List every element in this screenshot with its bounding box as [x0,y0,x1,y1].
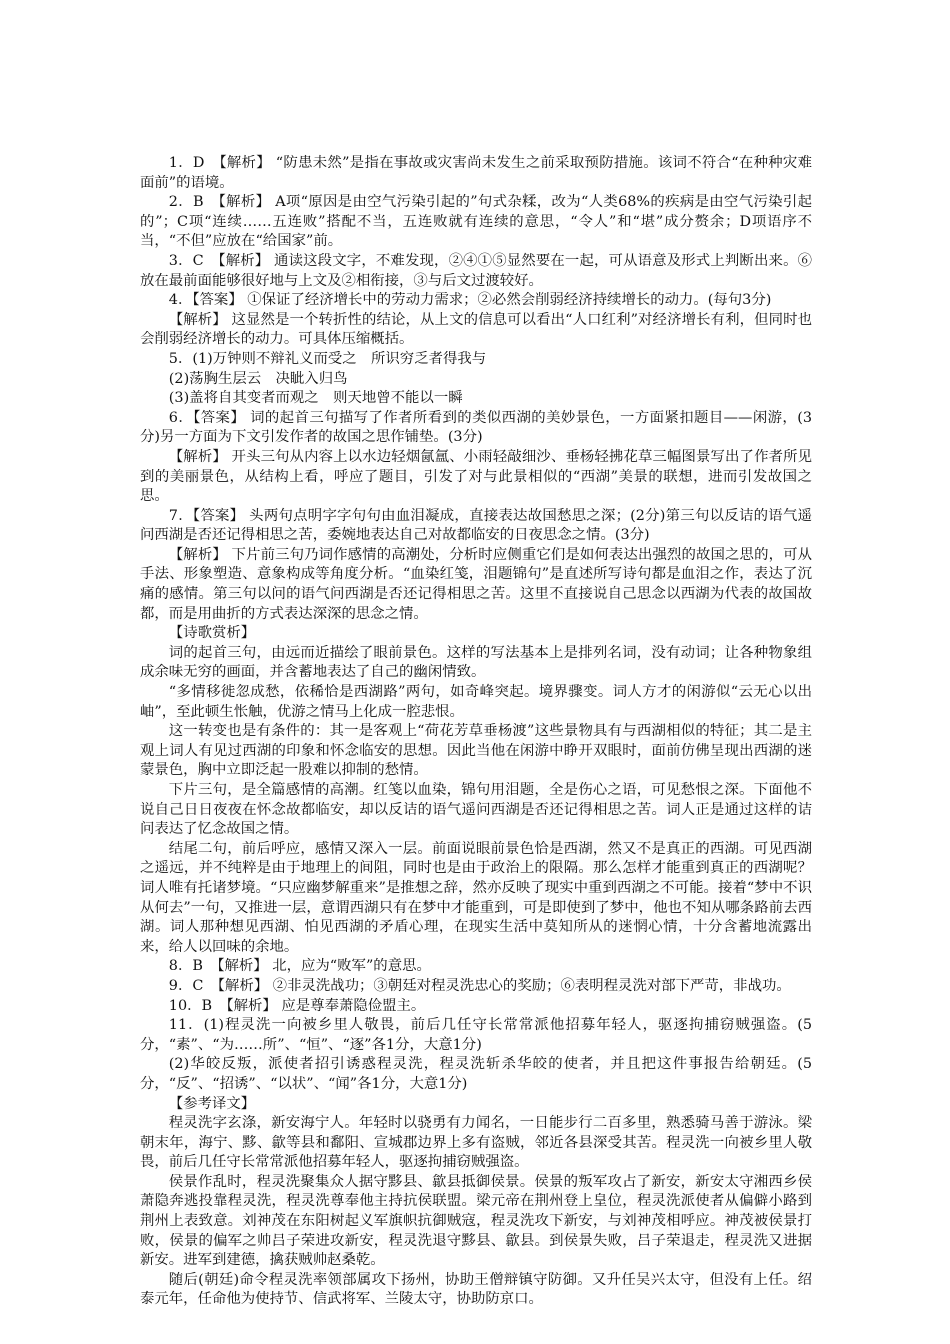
answer-5-3: (3)盖将自其变者而观之 则天地曾不能以一瞬 [168,390,463,407]
answer-4-analysis: 【解析】 这显然是一个转折性的结论，从上文的信息可以看出“人口红利”对经济增长有利，但同时也会削弱经济增长的动力。可具体压缩概括。 [140,311,812,348]
poem-appreciation-para-1: 词的起首三句，由远而近描绘了眼前景色。这样的写法基本上是排列名词，没有动词；让各种物象组成余味无穷的画面，并含蓄地表达了自己的幽闲情致。 [140,644,812,681]
answer-5-1: 5．(1)万钟则不辩礼义而受之 所识穷乏者得我与 [168,350,487,367]
answer-6: 6．【答案】 词的起首三句描写了作者所看到的类似西湖的美妙景色，一方面紧扣题目——闲游，(3分)另一方面为下文引发作者的故国之思作铺垫。(3分) [140,409,812,446]
answer-6-analysis: 【解析】 开头三句从内容上以水边轻烟氤氲、小雨轻敲细沙、垂杨轻拂花草三幅图景写出了作者所见到的美丽景色，从结构上看，呼应了题目，引发了对与此景相似的“西湖”美景的联想，进而引发故国之思。 [140,448,812,505]
answer-2: 2．B 【解析】 A项“原因是由空气污染引起的”句式杂糅，改为“人类68%的疾病是由空气污染引起的”；C项“连续……五连败”搭配不当，五连败就有连续的意思，“令人”和“堪”成分赘余；D项语序不当，“不但”应放在“给国家”前。 [140,194,812,250]
answer-11-1: 11．(1)程灵洗一向被乡里人敬畏，前后几任守长常常派他招募年轻人，驱逐拘捕窃贼强盗。(5分，“素”、“为……所”、“恒”、“逐”各1分，大意1分) [140,1017,812,1053]
poem-appreciation-heading: 【诗歌赏析】 [168,625,256,642]
answer-10: 10．B 【解析】 应是尊奉萧隐俭盟主。 [168,997,426,1014]
answer-9: 9．C 【解析】 ②非灵洗战功；③朝廷对程灵洗忠心的奖励；⑥表明程灵洗对部下严苛，非战功。 [168,977,791,994]
translation-para-2: 侯景作乱时，程灵洗聚集众人据守黟县、歙县抵御侯景。侯景的叛军攻占了新安，新安太守湘西乡侯萧隐奔逃投靠程灵洗，程灵洗尊奉他主持抗侯联盟。梁元帝在荆州登上皇位，程灵洗派使者从偏僻小路到荆州上表致意。刘神茂在东阳树起义军旗帜抗御贼寇，程灵洗攻下新安，与刘神茂相呼应。神茂被侯景打败，侯景的偏军之帅吕子荣进攻新安，程灵洗退守黟县、歙县。到侯景失败，吕子荣退走，程灵洗又进据新安。进军到建德，擒获贼帅赵桑乾。 [140,1173,812,1269]
answer-5-2: (2)荡胸生层云 决眦入归鸟 [168,370,348,387]
answer-11-2: (2)华皎反叛，派使者招引诱惑程灵洗，程灵洗斩杀华皎的使者，并且把这件事报告给朝廷。(5分，“反”、“招诱”、“以状”、“闻”各1分，大意1分) [140,1056,812,1092]
answer-3: 3．C 【解析】 通读这段文字，不难发现，②④①⑤显然要在一起，可从语意及形式上判断出来。⑥放在最前面能够很好地与上文及②相衔接，③与后文过渡较好。 [140,252,812,289]
poem-appreciation-para-2: “多情移徙忽成愁，依稀恰是西湖路”两句，如奇峰突起。境界骤变。词人方才的闲游似“云无心以出岫”，至此顿生怅触，优游之情马上化成一腔悲恨。 [140,684,812,720]
answer-1: 1．D 【解析】 “防患未然”是指在事故或灾害尚未发生之前采取预防措施。该词不符合“在种种灾难面前”的语境。 [140,155,812,191]
answer-8: 8．B 【解析】 北，应为“败军”的意思。 [168,958,431,975]
answer-7-analysis: 【解析】 下片前三句乃词作感情的高潮处，分析时应侧重它们是如何表达出强烈的故国之思的，可从手法、形象塑造、意象构成等角度分析。“血染红笺，泪题锦句”是直述所写诗句都是血泪之作，表达了沉痛的感情。第三句以问的语气问西湖是否还记得相思之苦。这里不直接说自己思念以西湖为代表的故国故都，而是用曲折的方式表达深深的思念之情。 [140,546,812,622]
poem-appreciation-para-4: 下片三句，是全篇感情的高潮。红笺以血染，锦句用泪题，全是伤心之语，可见愁恨之深。下面他不说自己日日夜夜在怀念故都临安，却以反诘的语气遥问西湖是否还记得相思之苦。词人正是通过这样的诘问表达了忆念故国之情。 [140,782,812,838]
reference-translation-heading: 【参考译文】 [168,1095,256,1112]
answer-analysis-text [140,154,812,1310]
translation-para-1: 程灵洗字玄涤，新安海宁人。年轻时以骁勇有力闻名，一日能步行二百多里，熟悉骑马善于游泳。梁朝末年，海宁、黟、歙等县和鄱阳、宣城郡边界上多有盗贼，邻近各县深受其苦。程灵洗一向被乡里人敬畏，前后几任守长常常派他招募年轻人，驱逐拘捕窃贼强盗。 [140,1115,812,1171]
answer-4: 4．【答案】 ①保证了经济增长中的劳动力需求；②必然会削弱经济持续增长的动力。(每句3分) [168,292,772,309]
translation-para-3: 随后(朝廷)命令程灵洗率领部属攻下扬州，协助王僧辩镇守防御。又升任吴兴太守，但没有上任。绍泰元年，任命他为使持节、信武将军、兰陵太守，协助防京口。 [140,1271,812,1308]
poem-appreciation-para-3: 这一转变也是有条件的：其一是客观上“荷花芳草垂杨渡”这些景物具有与西湖相似的特征；其二是主观上词人有见过西湖的印象和怀念临安的思想。因此当他在闲游中睁开双眼时，面前仿佛呈现出西湖的迷蒙景色，胸中立即泛起一股难以抑制的愁情。 [140,723,812,779]
answer-7: 7．【答案】 头两句点明字字句句由血泪凝成，直接表达故国愁思之深；(2分)第三句以反诘的语气遥问西湖是否还记得相思之苦，委婉地表达自己对故都临安的日夜思念之情。(3分) [140,507,812,544]
poem-appreciation-para-5: 结尾二句，前后呼应，感情又深入一层。前面说眼前景色恰是西湖，然又不是真正的西湖。可见西湖之遥远，并不纯粹是由于地理上的间阻，同时也是由于政治上的限隔。那么怎样才能重到真正的西湖呢？词人唯有托诸梦境。“只应幽梦解重来”是推想之辞，然亦反映了现实中重到西湖之不可能。接着“梦中不识从何去”一句，又推进一层，意谓西湖只有在梦中才能重到，可是即使到了梦中，他也不知从哪条路前去西湖。词人那种想见西湖、怕见西湖的矛盾心理，在现实生活中莫知所从的迷惘心情，十分含蓄地流露出来，给人以回味的余地。 [140,840,812,955]
